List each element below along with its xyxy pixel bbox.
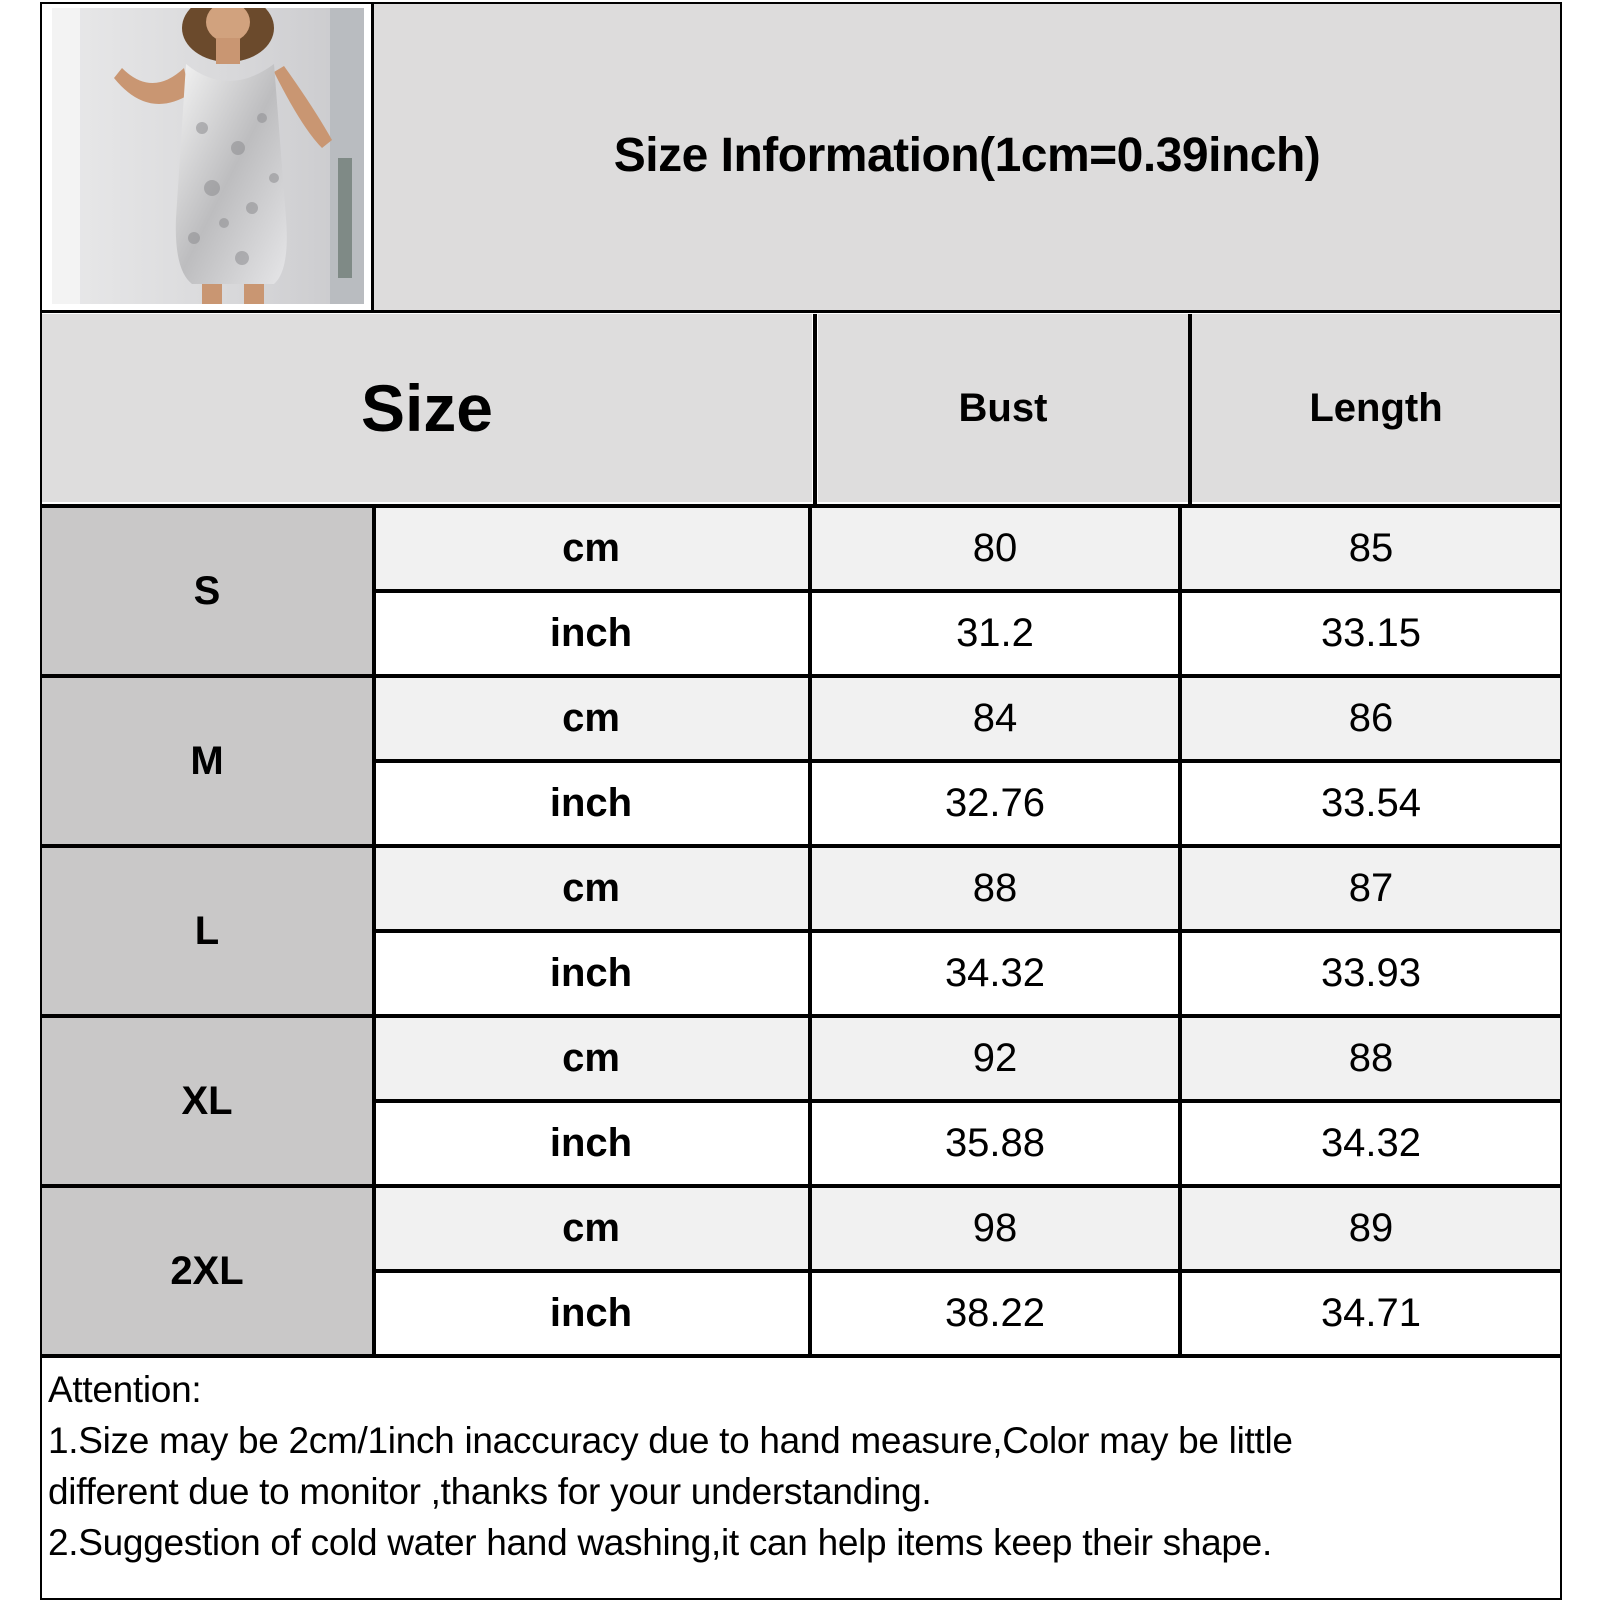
column-header-row xyxy=(42,314,1560,506)
divider xyxy=(42,310,1560,313)
table-row xyxy=(376,1018,1560,1099)
bust-cell: 34.32 xyxy=(944,951,1046,995)
divider xyxy=(1178,678,1182,844)
unit-cell: inch xyxy=(549,951,633,995)
length-cell: 33.15 xyxy=(1320,611,1422,655)
table-row xyxy=(376,593,1560,674)
bust-cell: 35.88 xyxy=(944,1121,1046,1165)
table-row xyxy=(376,1188,1560,1269)
length-cell: 33.93 xyxy=(1320,951,1422,995)
table-row xyxy=(376,1103,1560,1184)
size-group-xl xyxy=(42,1018,1560,1188)
size-table-body xyxy=(42,508,1560,1362)
size-label: M xyxy=(42,678,372,844)
table-row xyxy=(376,508,1560,589)
size-group-2xl xyxy=(42,1188,1560,1358)
unit-cell: cm xyxy=(562,526,620,570)
divider xyxy=(808,678,812,844)
bust-cell: 80 xyxy=(972,526,1018,570)
attention-line: 2.Suggestion of cold water hand washing,it can help items keep their shape. xyxy=(48,1522,1272,1563)
size-label: 2XL xyxy=(42,1188,372,1354)
divider xyxy=(808,508,812,674)
column-header-size: Size xyxy=(42,314,812,502)
column-header-bust: Bust xyxy=(818,314,1188,502)
unit-cell: cm xyxy=(562,696,620,740)
divider xyxy=(808,848,812,1014)
length-cell: 33.54 xyxy=(1320,781,1422,825)
chart-title: Size Information(1cm=0.39inch) xyxy=(613,128,1321,182)
length-cell: 85 xyxy=(1348,526,1394,570)
divider xyxy=(42,1354,1560,1358)
length-cell: 89 xyxy=(1348,1206,1394,1250)
unit-cell: cm xyxy=(562,1036,620,1080)
bust-cell: 98 xyxy=(972,1206,1018,1250)
size-group-l xyxy=(42,848,1560,1018)
unit-cell: cm xyxy=(562,866,620,910)
attention-line: different due to monitor ,thanks for your understanding. xyxy=(48,1471,932,1512)
divider xyxy=(808,1018,812,1184)
length-cell: 87 xyxy=(1348,866,1394,910)
model-photo-icon xyxy=(52,8,364,304)
length-cell: 34.32 xyxy=(1320,1121,1422,1165)
table-row xyxy=(376,1273,1560,1354)
length-cell: 88 xyxy=(1348,1036,1394,1080)
bust-cell: 92 xyxy=(972,1036,1018,1080)
bust-cell: 38.22 xyxy=(944,1291,1046,1335)
attention-line: 1.Size may be 2cm/1inch inaccuracy due to hand measure,Color may be little xyxy=(48,1420,1293,1461)
size-label: XL xyxy=(42,1018,372,1184)
divider xyxy=(808,1188,812,1354)
length-cell: 34.71 xyxy=(1320,1291,1422,1335)
bust-cell: 32.76 xyxy=(944,781,1046,825)
size-group-s xyxy=(42,508,1560,678)
unit-cell: inch xyxy=(549,781,633,825)
size-chart xyxy=(40,2,1562,1600)
attention-notes xyxy=(48,1364,1548,1568)
column-header-length: Length xyxy=(1192,314,1560,502)
divider xyxy=(1178,1018,1182,1184)
table-row xyxy=(376,678,1560,759)
title-cell xyxy=(374,4,1560,310)
size-label: L xyxy=(42,848,372,1014)
table-row xyxy=(376,848,1560,929)
bust-cell: 31.2 xyxy=(956,611,1034,655)
product-photo xyxy=(42,4,374,310)
unit-cell: inch xyxy=(549,1291,633,1335)
bust-cell: 84 xyxy=(972,696,1018,740)
bust-cell: 88 xyxy=(972,866,1018,910)
attention-heading: Attention: xyxy=(48,1369,202,1410)
table-row xyxy=(376,763,1560,844)
divider xyxy=(1178,848,1182,1014)
length-cell: 86 xyxy=(1348,696,1394,740)
divider xyxy=(813,314,817,506)
table-row xyxy=(376,933,1560,1014)
chart-header xyxy=(42,4,1560,312)
unit-cell: inch xyxy=(549,1121,633,1165)
unit-cell: cm xyxy=(562,1206,620,1250)
size-label: S xyxy=(42,508,372,674)
unit-cell: inch xyxy=(549,611,633,655)
size-group-m xyxy=(42,678,1560,848)
divider xyxy=(1178,508,1182,674)
divider xyxy=(1178,1188,1182,1354)
